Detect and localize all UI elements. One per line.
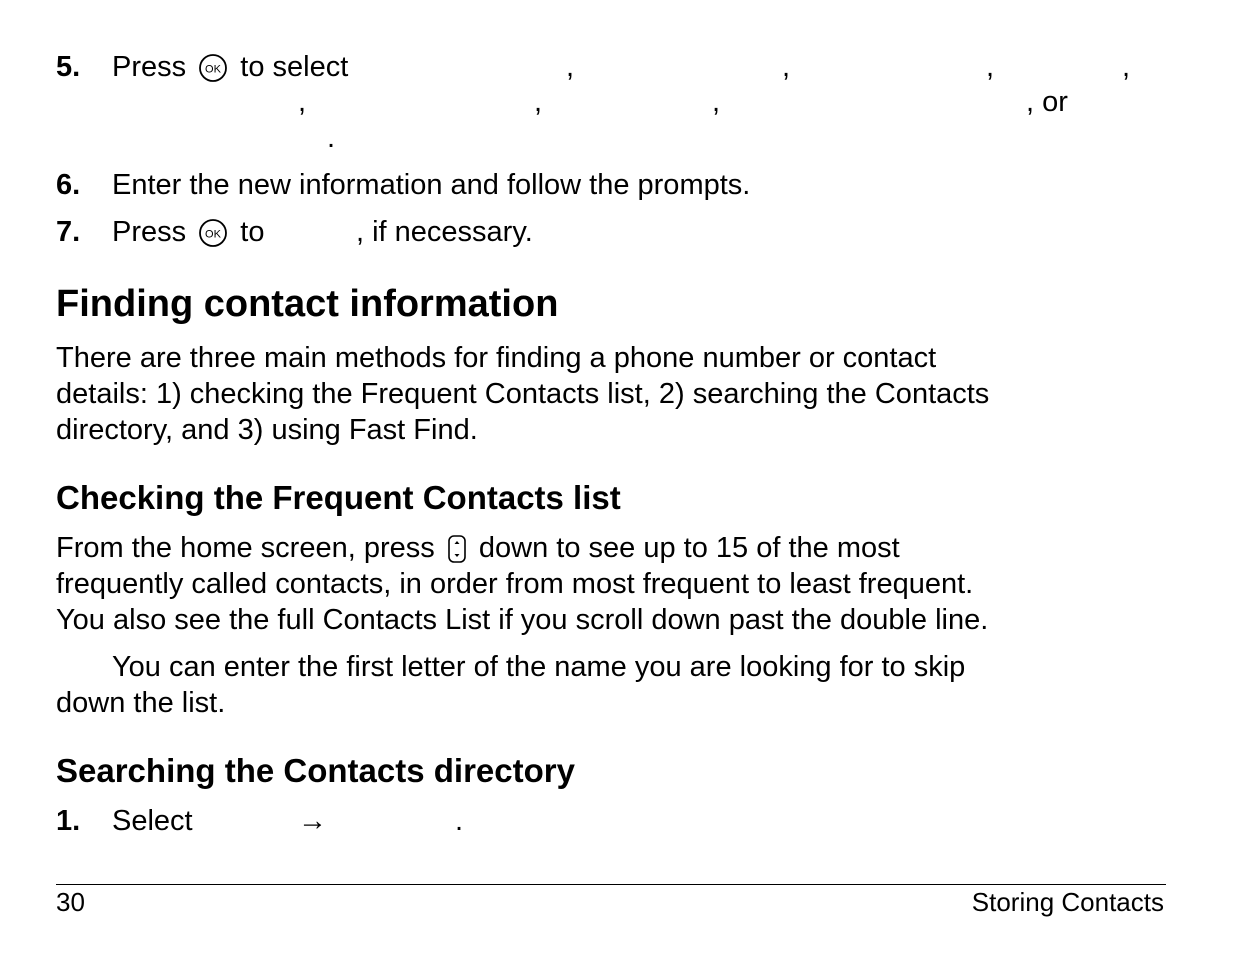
svg-text:OK: OK: [205, 63, 222, 76]
step-text-to: to: [240, 216, 265, 248]
step-number: 6.: [56, 169, 81, 201]
separator-comma: ,: [712, 86, 721, 118]
step-number: 5.: [56, 51, 81, 83]
ok-key-icon: [198, 53, 228, 83]
sentence-period: .: [455, 805, 464, 837]
page-number: 30: [56, 887, 85, 917]
separator-comma: ,: [534, 86, 543, 118]
footer-section-name: Storing Contacts: [971, 887, 1164, 917]
step-text-select: to select: [240, 51, 349, 83]
separator-comma: ,: [1122, 51, 1131, 83]
separator-comma: ,: [566, 51, 575, 83]
step-text: [112, 214, 264, 250]
subsection-heading: Checking the Frequent Contacts list: [56, 479, 621, 516]
step-number: 1.: [56, 805, 81, 837]
intro-paragraph-line: directory, and 3) using Fast Find.: [56, 414, 478, 446]
separator-or: , or: [1026, 86, 1068, 118]
separator-comma: ,: [298, 86, 307, 118]
subsection-heading: Searching the Contacts directory: [56, 752, 575, 789]
svg-text:OK: OK: [205, 228, 222, 241]
separator-comma: ,: [782, 51, 791, 83]
ok-key-icon: [198, 218, 228, 248]
sentence-period: .: [327, 122, 336, 154]
frequent-paragraph-line: [56, 530, 900, 566]
step-text: Enter the new information and follow the prompts.: [112, 169, 751, 201]
step-text: Select: [112, 805, 193, 837]
step-number: 7.: [56, 216, 81, 248]
step-text: [112, 49, 348, 85]
intro-paragraph-line: There are three main methods for finding a phone number or contact: [56, 342, 937, 374]
step-text-press: Press: [112, 216, 187, 248]
step-text-press: Press: [112, 51, 187, 83]
tip-text-line: You can enter the first letter of the name you are looking for to skip: [112, 651, 966, 683]
tip-text-line: down the list.: [56, 687, 226, 719]
menu-path-arrow: →: [298, 805, 327, 837]
step-text-tail: , if necessary.: [356, 216, 533, 248]
frequent-text-after: down to see up to 15 of the most: [478, 532, 900, 564]
section-heading: Finding contact information: [56, 283, 559, 325]
frequent-paragraph-line: frequently called contacts, in order from most frequent to least frequent.: [56, 568, 974, 600]
frequent-text-before: From the home screen, press: [56, 532, 435, 564]
intro-paragraph-line: details: 1) checking the Frequent Contacts list, 2) searching the Contacts: [56, 378, 990, 410]
frequent-paragraph-line: You also see the full Contacts List if you scroll down past the double line.: [56, 604, 989, 636]
separator-comma: ,: [986, 51, 995, 83]
footer-rule: [56, 884, 1166, 885]
navigation-key-icon: [447, 534, 467, 564]
